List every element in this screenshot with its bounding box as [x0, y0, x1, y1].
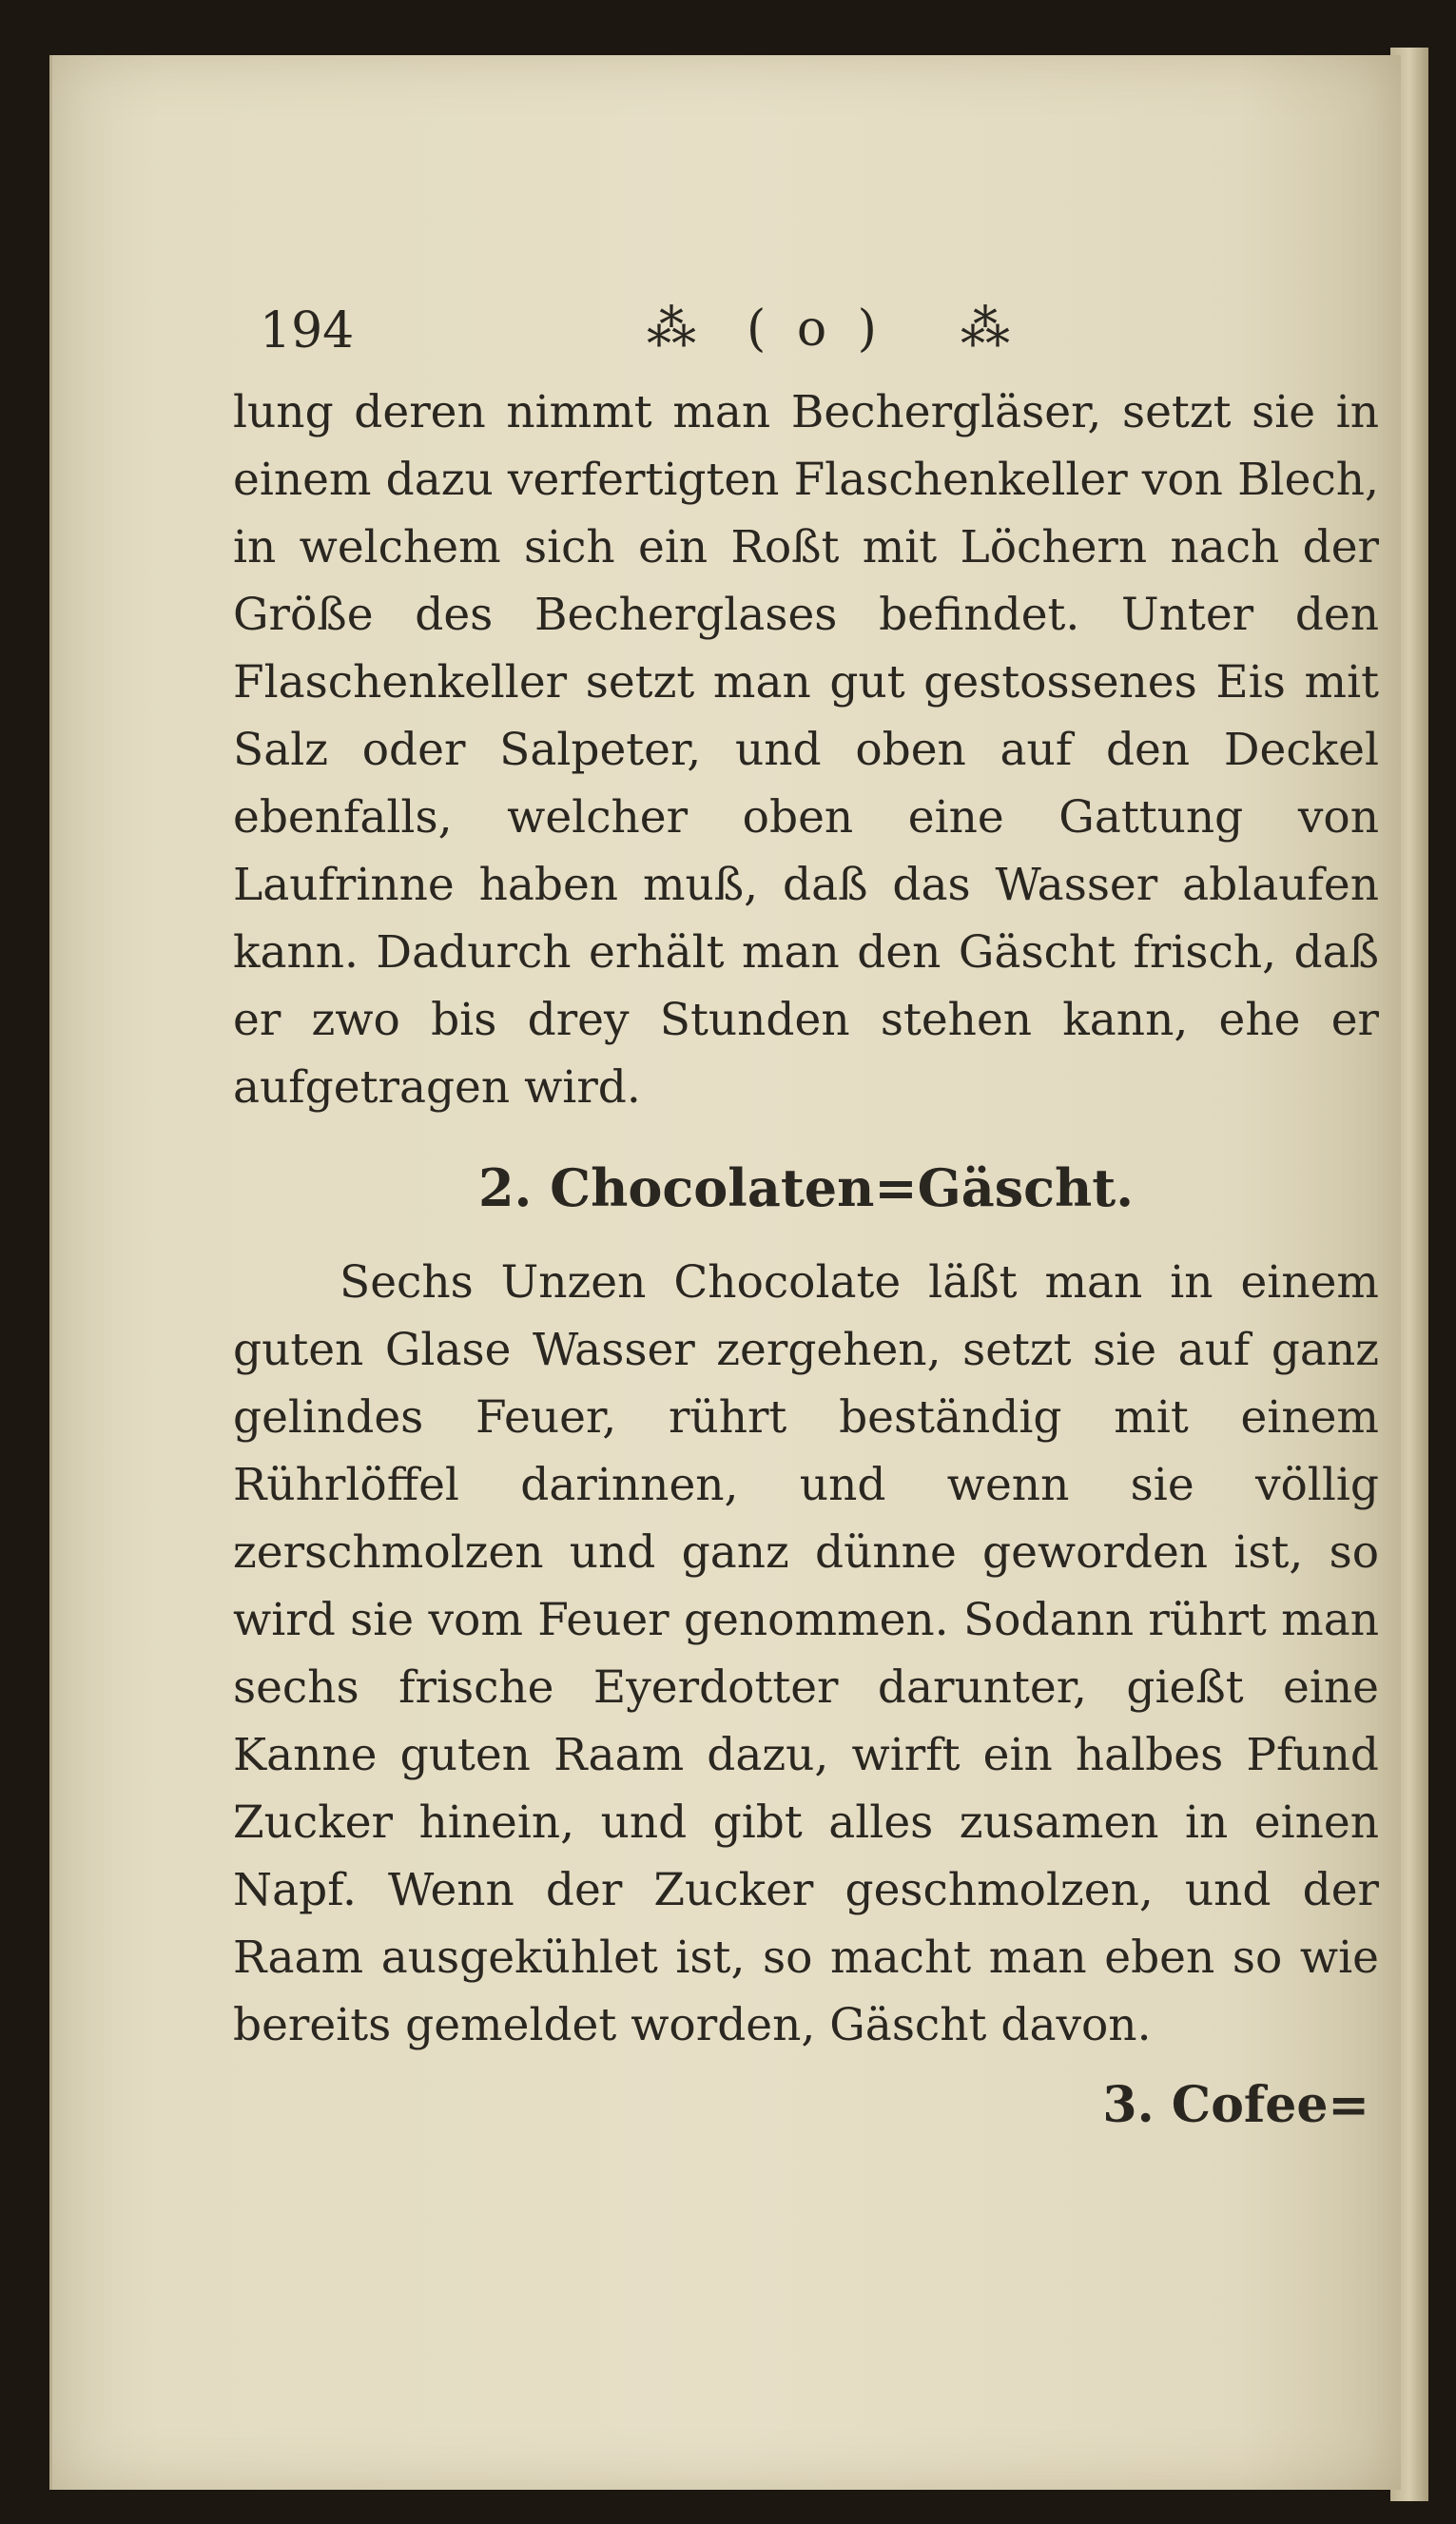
paragraph-1: lung deren nimmt man Bechergläser, setzt sie in einem dazu verfertigten Flaschenkeller von Blech, in welchem sich ein Roßt mit Löchern nach der Größe des Becherglases befindet. Unter den Flaschenkeller setzt man gut gestossenes Eis mit Salz oder Salpeter, und oben auf den Deckel ebenfalls, welcher oben eine Gattung von Laufrinne haben muß, daß das Wasser ablaufen kann. Dadurch erhält man den Gäscht frisch, daß er zwo bis drey Stunden stehen kann, ehe er aufgetragen wird.	[233, 386, 1379, 1114]
book-page	[49, 55, 1401, 2490]
paragraph-2: Sechs Unzen Chocolate läßt man in einem guten Glase Wasser zergehen, setzt sie auf ganz gelindes Feuer, rührt beständig mit einem Rührlöffel darinnen, und wenn sie völlig zerschmolzen und ganz dünne geworden ist, so wird sie vom Feuer genommen. Sodann rührt man sechs frische Eyerdotter darunter, gießt eine Kanne guten Raam dazu, wirft ein halbes Pfund Zucker hinein, und gibt alles zusamen in einen Napf. Wenn der Zucker geschmolzen, und der Raam ausgekühlet ist, so macht man eben so wie bereits gemeldet worden, Gäscht davon.	[233, 1256, 1379, 2051]
ornament-left-icon: ⁂	[647, 301, 696, 358]
ornament-right-icon: ⁂	[961, 301, 1010, 358]
catchword: 3. Cofee=	[1102, 2076, 1369, 2134]
page-number: 194	[260, 302, 355, 359]
running-head: ( o )	[747, 301, 884, 358]
section-heading: 2. Chocolaten=Gäscht.	[477, 1157, 1135, 1218]
page-header	[233, 293, 1379, 379]
page-content	[233, 293, 1379, 2134]
